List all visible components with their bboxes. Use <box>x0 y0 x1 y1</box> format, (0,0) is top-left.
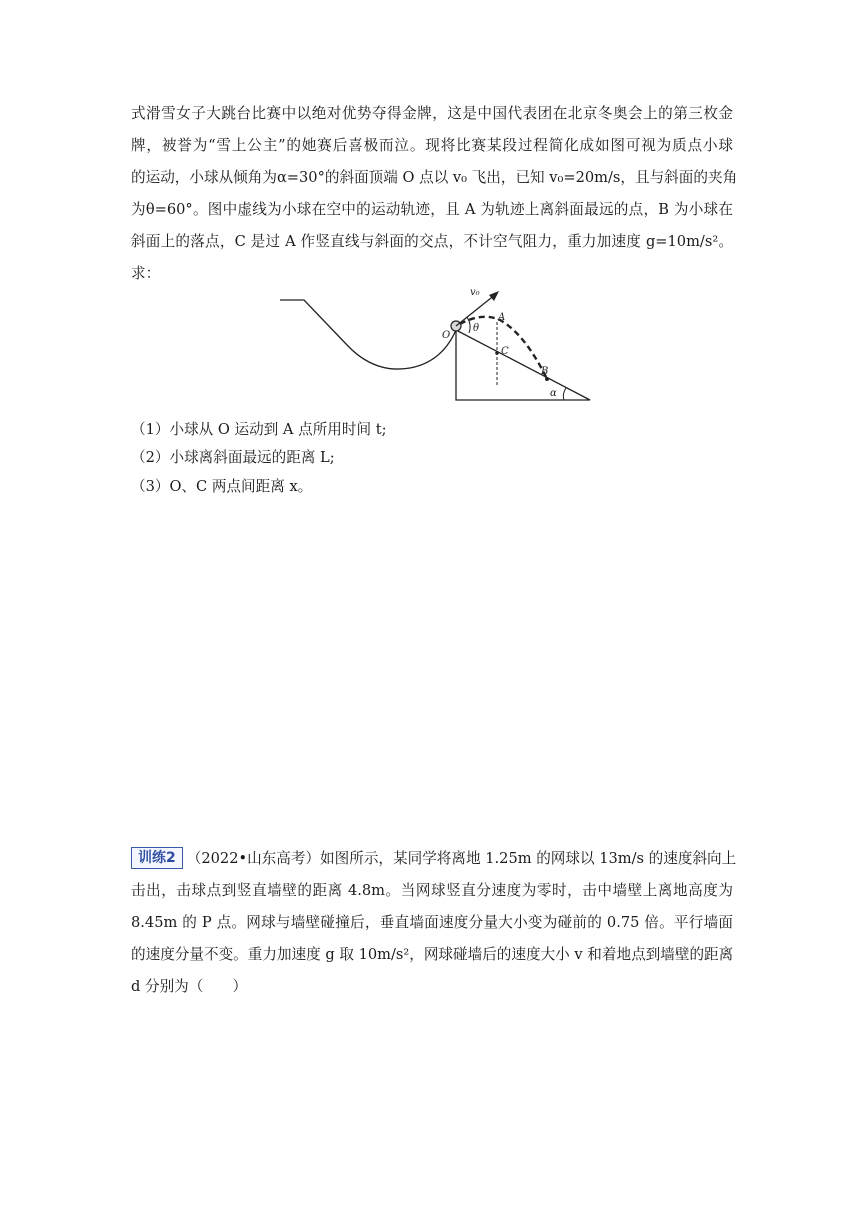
point-b <box>545 377 549 381</box>
training-line: 的速度分量不变。重力加速度 g 取 10m/s²，网球碰墙后的速度大小 v 和着地点到墙壁的距离 <box>131 946 734 963</box>
problem-line: 的运动，小球从倾角为α=30°的斜面顶端 O 点以 v₀ 飞出，已知 v₀=20m/s，且与斜面的夹角 <box>131 169 738 186</box>
problem-line: 求： <box>131 265 161 282</box>
question-2: （2）小球离斜面最远的距离 L; <box>131 449 335 466</box>
point-c <box>495 351 499 355</box>
question-1: （1）小球从 O 运动到 A 点所用时间 t; <box>131 421 387 438</box>
training-line: 8.45m 的 P 点。网球与墙壁碰撞后，垂直墙面速度分量大小变为碰前的 0.75 倍。平行墙面 <box>131 914 733 931</box>
ramp-profile <box>280 300 456 369</box>
question-3: （3）O、C 两点间距离 x。 <box>131 478 313 495</box>
training-line: 击出，击球点到竖直墙壁的距离 4.8m。当网球竖直分速度为零时，击中墙壁上离地高度为 <box>131 882 733 899</box>
label-alpha: α <box>550 388 557 399</box>
ski-jump-diagram <box>270 282 600 406</box>
alpha-arc <box>563 388 566 400</box>
label-o: O <box>442 330 451 341</box>
training-line: 训练2 （2022•山东高考）如图所示，某同学将离地 1.25m 的网球以 13m/s 的速度斜向上 <box>131 843 733 875</box>
problem-line: 式滑雪女子大跳台比赛中以绝对优势夺得金牌，这是中国代表团在北京冬奥会上的第三枚金 <box>131 105 733 122</box>
velocity-arrow <box>456 294 496 326</box>
label-v0: v₀ <box>470 287 480 298</box>
label-b: B <box>541 366 549 377</box>
problem-text <box>131 98 738 290</box>
training-tag: 训练2 <box>131 847 183 869</box>
arrow-head-icon <box>489 291 499 301</box>
problem-line: 斜面上的落点，C 是过 A 作竖直线与斜面的交点，不计空气阻力，重力加速度 g=10m/s²。 <box>131 233 733 250</box>
training-line: d 分别为（ ） <box>131 978 248 995</box>
label-c: C <box>501 346 509 357</box>
label-theta: θ <box>473 323 480 334</box>
training-problem <box>131 843 737 1003</box>
problem-line: 牌，被誉为“雪上公主”的她赛后喜极而泣。现将比赛某段过程简化成如图可视为质点小球 <box>131 137 733 154</box>
problem-line: 为θ=60°。图中虚线为小球在空中的运动轨迹，且 A 为轨迹上离斜面最远的点，B 为小球在 <box>131 201 733 218</box>
label-a: A <box>498 312 506 323</box>
